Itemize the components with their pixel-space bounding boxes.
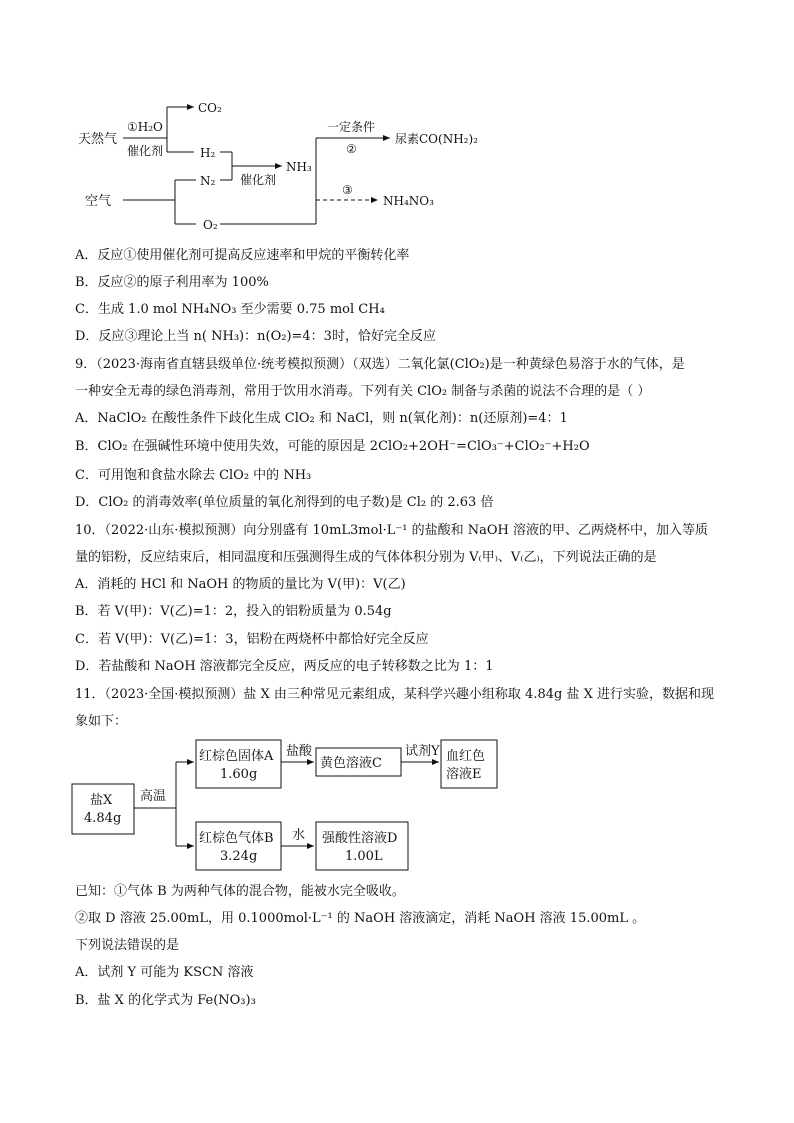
- water-label: 水: [292, 828, 306, 843]
- n2-label: N₂: [200, 174, 216, 188]
- step3-label: ③: [342, 183, 353, 197]
- solution-e-label-2: 溶液E: [446, 767, 482, 782]
- q11-known-1: 已知：①气体 B 为两种气体的混合物，能被水完全吸收。: [75, 884, 405, 899]
- q11-option-a: A．试剂 Y 可能为 KSCN 溶液: [75, 965, 254, 980]
- solution-c-label: 黄色溶液C: [320, 756, 382, 771]
- q9-stem-line1: 9．（2023·海南省直辖县级单位·统考模拟预测）（双选）二氧化氯(ClO₂)是一种黄绿色易溶于水的气体，是: [75, 357, 685, 372]
- q8-option-b: B．反应②的原子利用率为 100%: [75, 275, 269, 290]
- solid-a-mass: 1.60g: [220, 767, 258, 782]
- step2-label: ②: [346, 142, 357, 156]
- o2-label: O₂: [203, 218, 218, 232]
- salt-x-box: [72, 784, 134, 834]
- q11-known-2: ②取 D 溶液 25.00mL，用 0.1000mol·L⁻¹ 的 NaOH 溶液滴定，消耗 NaOH 溶液 15.00mL 。: [75, 911, 646, 926]
- high-temp-label: 高温: [140, 789, 167, 804]
- hcl-label: 盐酸: [286, 744, 313, 759]
- q9-option-c: C．可用饱和食盐水除去 ClO₂ 中的 NH₃: [75, 468, 312, 483]
- q8-option-a: A．反应①使用催化剂可提高反应速率和甲烷的平衡转化率: [75, 248, 410, 263]
- q10-option-a: A．消耗的 HCl 和 NaOH 的物质的量比为 V(甲)：V(乙): [75, 577, 406, 592]
- q10-stem-line2: 量的铝粉，反应结束后，相同温度和压强测得生成的气体体积分别为 V₍甲₎、V₍乙₎，下列说法正确的是: [75, 550, 657, 565]
- q8-option-c: C．生成 1.0 mol NH₄NO₃ 至少需要 0.75 mol CH₄: [75, 302, 385, 317]
- reagent-y-label: 试剂Y: [405, 744, 440, 759]
- catalyst-label-2: 催化剂: [240, 173, 277, 187]
- co2-label: CO₂: [198, 101, 222, 115]
- nh4no3-label: NH₄NO₃: [383, 194, 434, 208]
- q10-option-d: D．若盐酸和 NaOH 溶液都完全反应，两反应的电子转移数之比为 1：1: [75, 659, 494, 674]
- q8-option-d: D．反应③理论上当 n( NH₃)：n(O₂)=4：3时，恰好完全反应: [75, 329, 436, 344]
- h2-label: H₂: [200, 146, 216, 160]
- gas-b-label: 红棕色气体B: [199, 831, 274, 846]
- gas-b-mass: 3.24g: [220, 849, 258, 864]
- condition-label: 一定条件: [327, 120, 376, 134]
- q10-option-b: B．若 V(甲)：V(乙)=1：2，投入的铝粉质量为 0.54g: [75, 604, 392, 619]
- q9-option-a: A．NaClO₂ 在酸性条件下歧化生成 ClO₂ 和 NaCl，则 n(氧化剂)：n(还原剂)=4：1: [75, 411, 568, 426]
- q11-stem-line1: 11．（2023·全国·模拟预测）盐 X 由三种常见元素组成，某科学兴趣小组称取 4.84g 盐 X 进行实验，数据和现: [75, 687, 714, 702]
- h2o-reagent-label: ①H₂O: [127, 120, 163, 134]
- solution-e-label-1: 血红色: [446, 749, 486, 764]
- nh3-label: NH₃: [286, 160, 312, 174]
- solid-a-label: 红棕色固体A: [199, 749, 274, 764]
- q10-stem-line1: 10．（2022·山东·模拟预测）向分别盛有 10mL3mol·L⁻¹ 的盐酸和 NaOH 溶液的甲、乙两烧杯中，加入等质: [75, 523, 708, 538]
- q11-prompt: 下列说法错误的是: [75, 938, 180, 953]
- air-label: 空气: [85, 194, 112, 209]
- salt-x-mass: 4.84g: [84, 811, 122, 826]
- catalyst-label-1: 催化剂: [127, 144, 164, 158]
- q9-option-b: B．ClO₂ 在强碱性环境中使用失效，可能的原因是 2ClO₂+2OH⁻=ClO₃⁻+ClO₂⁻+H₂O: [75, 439, 590, 454]
- solution-d-volume: 1.00L: [345, 849, 383, 864]
- salt-x-label: 盐X: [90, 793, 113, 808]
- q10-option-c: C．若 V(甲)：V(乙)=1：3，铝粉在两烧杯中都恰好完全反应: [75, 632, 429, 647]
- q9-option-d: D．ClO₂ 的消毒效率(单位质量的氧化剂得到的电子数)是 Cl₂ 的 2.63 倍: [75, 495, 494, 510]
- q11-stem-line2: 象如下：: [75, 714, 128, 729]
- q11-option-b: B．盐 X 的化学式为 Fe(NO₃)₃: [75, 993, 256, 1008]
- natural-gas-label: 天然气: [78, 132, 118, 147]
- urea-label: 尿素CO(NH₂)₂: [395, 132, 478, 146]
- solution-d-label: 强酸性溶液D: [322, 831, 398, 846]
- q9-stem-line2: 一种安全无毒的绿色消毒剂，常用于饮用水消毒。下列有关 ClO₂ 制备与杀菌的说法不合理的是（ ）: [75, 384, 651, 399]
